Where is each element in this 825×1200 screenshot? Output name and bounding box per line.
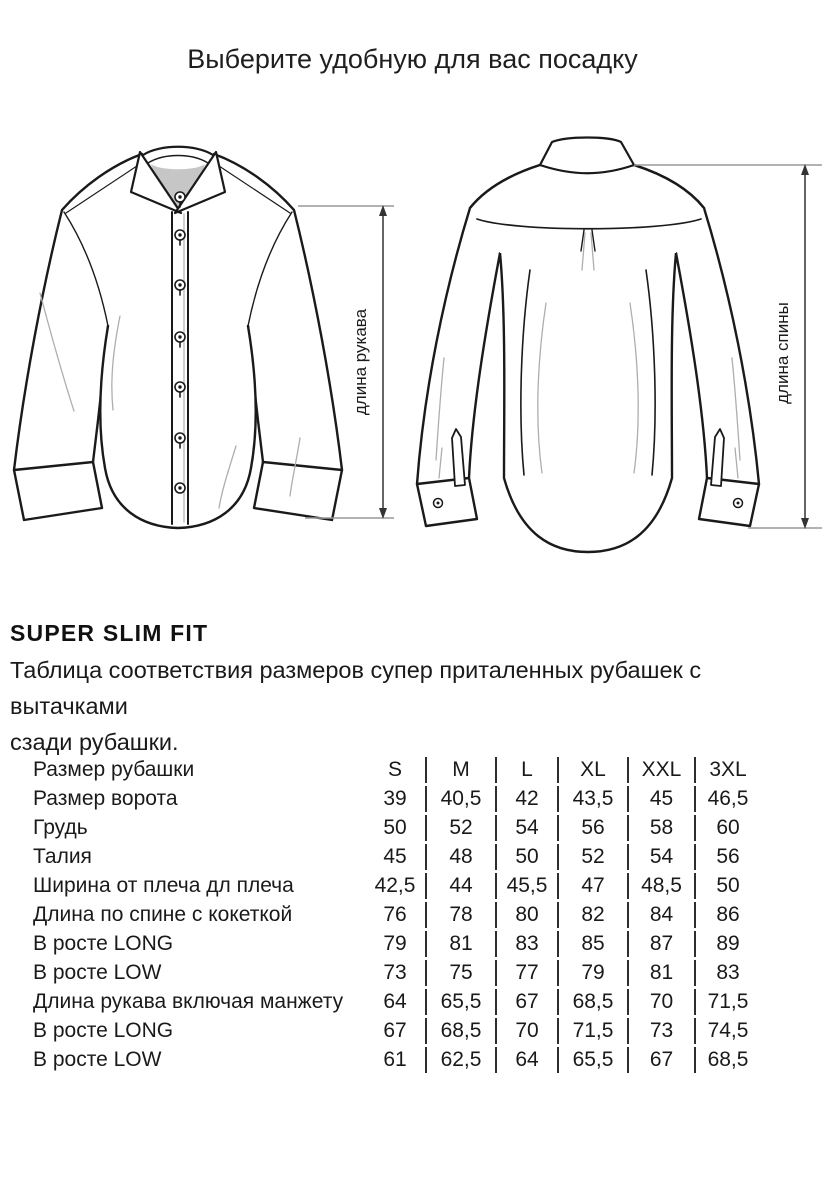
fit-description-line1: Таблица соответствия размеров супер приталенных рубашек с вытачками (10, 657, 702, 719)
size-cell: 50 (383, 816, 407, 839)
row-label: Длина по спине с кокеткой (33, 903, 293, 926)
size-cell: 78 (425, 902, 495, 928)
front-shirt-drawing (14, 147, 342, 528)
size-cell: 39 (383, 787, 407, 810)
size-cell: 70 (627, 989, 694, 1015)
size-cell: 67 (383, 1019, 407, 1042)
row-label: В росте LOW (33, 961, 162, 984)
size-cell: 50 (495, 844, 557, 870)
row-label: В росте LONG (33, 1019, 174, 1042)
size-cell: 56 (694, 844, 760, 870)
table-row (33, 873, 760, 899)
page-title: Выберите удобную для вас посадку (187, 44, 638, 74)
size-cell: 45 (627, 786, 694, 812)
fit-description (10, 652, 810, 760)
size-cell: 71,5 (694, 989, 760, 1015)
size-cell: 45 (383, 845, 407, 868)
size-cell: 70 (495, 1018, 557, 1044)
size-cell: 85 (557, 931, 627, 957)
size-cell: 79 (557, 960, 627, 986)
size-cell: 89 (694, 931, 760, 957)
size-cell: 68,5 (557, 989, 627, 1015)
row-label: Длина рукава включая манжету (33, 990, 344, 1013)
row-label: Грудь (33, 816, 88, 839)
row-label: Размер ворота (33, 787, 178, 810)
sleeve-length-label: длина рукава (351, 308, 370, 416)
size-column-header: XXL (627, 757, 694, 783)
size-cell: 54 (627, 844, 694, 870)
back-shirt-drawing (417, 138, 759, 553)
size-column-header: XL (557, 757, 627, 783)
table-row (33, 757, 760, 783)
size-cell: 73 (627, 1018, 694, 1044)
size-cell: 43,5 (557, 786, 627, 812)
size-cell: 76 (383, 903, 407, 926)
size-cell: 75 (425, 960, 495, 986)
size-cell: 54 (495, 815, 557, 841)
back-collar (540, 138, 634, 174)
size-cell: 67 (495, 989, 557, 1015)
size-cell: 74,5 (694, 1018, 760, 1044)
size-cell: 64 (383, 990, 407, 1013)
back-length-label: длина спины (773, 302, 792, 404)
size-cell: 60 (694, 815, 760, 841)
size-cell: 67 (627, 1047, 694, 1073)
size-cell: 52 (557, 844, 627, 870)
size-cell: 68,5 (425, 1018, 495, 1044)
size-cell: 79 (383, 932, 407, 955)
size-cell: 83 (694, 960, 760, 986)
table-row (33, 1018, 760, 1044)
size-column-header: L (495, 757, 557, 783)
table-row (33, 1047, 760, 1073)
size-cell: 77 (495, 960, 557, 986)
size-column-header: 3XL (694, 757, 760, 783)
size-cell: 80 (495, 902, 557, 928)
size-column-header: S (387, 758, 402, 781)
size-cell: 81 (425, 931, 495, 957)
table-row (33, 989, 760, 1015)
size-cell: 44 (425, 873, 495, 899)
size-cell: 86 (694, 902, 760, 928)
size-cell: 52 (425, 815, 495, 841)
size-cell: 87 (627, 931, 694, 957)
size-cell: 71,5 (557, 1018, 627, 1044)
size-cell: 48 (425, 844, 495, 870)
size-cell: 73 (383, 961, 407, 984)
size-cell: 65,5 (425, 989, 495, 1015)
back-upper-panel (470, 165, 704, 253)
row-label: В росте LOW (33, 1048, 162, 1071)
size-cell: 58 (627, 815, 694, 841)
fit-heading: SUPER SLIM FIT (10, 620, 209, 646)
size-cell: 40,5 (425, 786, 495, 812)
front-body (100, 326, 255, 528)
table-row (33, 844, 760, 870)
size-cell: 83 (495, 931, 557, 957)
size-cell: 68,5 (694, 1047, 760, 1073)
table-row (33, 902, 760, 928)
shirt-measurement-diagram (0, 118, 825, 578)
size-cell: 84 (627, 902, 694, 928)
size-column-header: M (425, 757, 495, 783)
size-cell: 50 (694, 873, 760, 899)
size-cell: 64 (495, 1047, 557, 1073)
fit-description-line2: сзади рубашки. (10, 729, 179, 755)
size-cell: 42,5 (374, 874, 416, 897)
row-label: Ширина от плеча дл плеча (33, 874, 294, 897)
size-cell: 46,5 (694, 786, 760, 812)
size-cell: 42 (495, 786, 557, 812)
table-row (33, 786, 760, 812)
size-cell: 47 (557, 873, 627, 899)
size-cell: 61 (383, 1048, 407, 1071)
size-cell: 62,5 (425, 1047, 495, 1073)
size-cell: 45,5 (495, 873, 557, 899)
front-collar-band-top (143, 147, 213, 155)
size-cell: 82 (557, 902, 627, 928)
table-row (33, 815, 760, 841)
table-row (33, 960, 760, 986)
row-label: Талия (33, 845, 92, 868)
size-cell: 56 (557, 815, 627, 841)
table-row (33, 931, 760, 957)
size-table (33, 754, 760, 1076)
size-cell: 48,5 (627, 873, 694, 899)
row-label: Размер рубашки (33, 758, 195, 781)
size-cell: 81 (627, 960, 694, 986)
size-cell: 65,5 (557, 1047, 627, 1073)
front-collar-band-inner (148, 156, 208, 164)
row-label: В росте LONG (33, 932, 174, 955)
